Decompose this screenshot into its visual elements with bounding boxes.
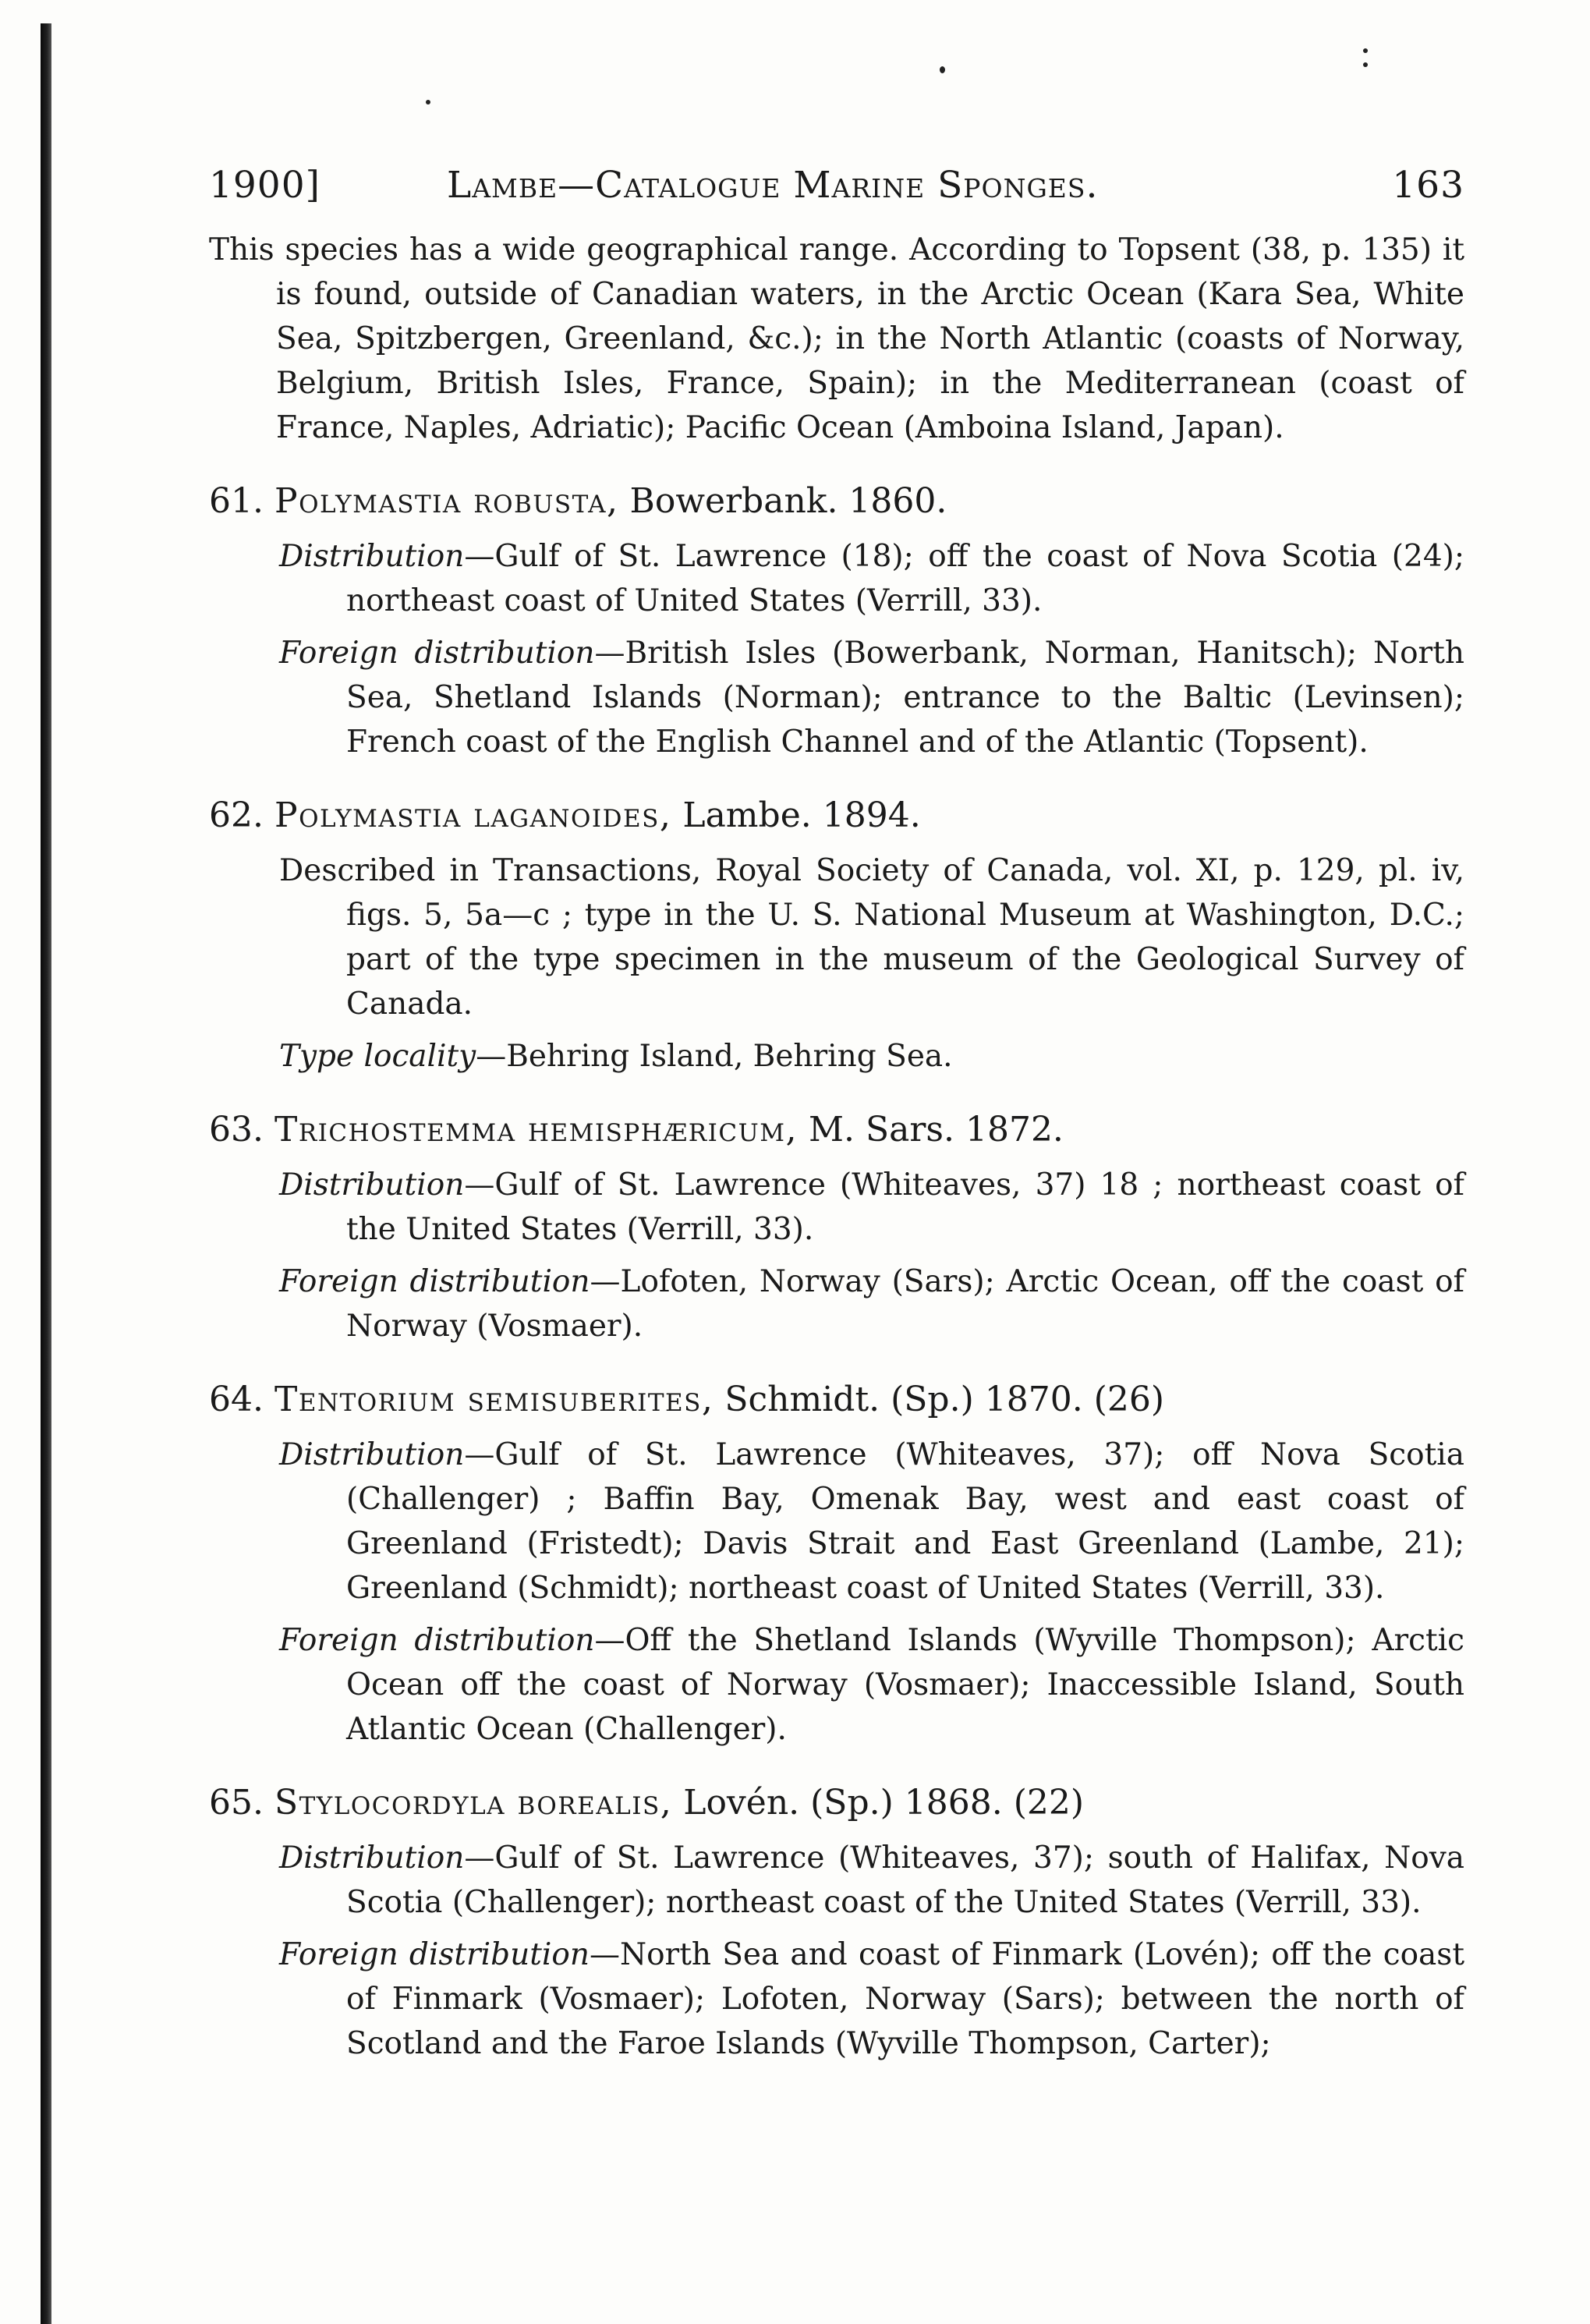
entry-field — [279, 848, 1464, 1026]
field-label: Type locality — [279, 1039, 476, 1074]
lead-paragraph: This species has a wide geographical range. According to Topsent (38, p. 135) it is found, outside of Canadian waters, in the Arctic Ocean (Kara Sea, White Sea, Spitzbergen, Greenland, &c.); in the North Atlantic (coasts of Norway, Belgium, British Isles, France, Spain); in the Mediterranean (coast of France, Naples, Adriatic); Pacific Ocean (Amboina Island, Japan). — [209, 232, 1464, 445]
field-label: Distribution — [279, 1840, 465, 1876]
field-label: Distribution — [279, 1437, 465, 1472]
header-title: Lambe—Catalogue Marine Sponges. — [447, 164, 1099, 207]
species-name: Trichostemma hemisphæricum, — [274, 1110, 798, 1150]
entry-heading — [209, 791, 1464, 841]
entry-heading — [209, 1105, 1464, 1155]
entry-number: 61. — [209, 481, 264, 521]
entry-number: 65. — [209, 1783, 264, 1823]
entry-number: 63. — [209, 1110, 264, 1150]
species-authority: Lambe. 1894. — [682, 795, 921, 835]
species-authority: Schmidt. (Sp.) 1870. (26) — [724, 1380, 1164, 1419]
entry-field — [279, 1034, 1464, 1079]
field-label: Foreign distribution — [279, 1937, 590, 1972]
entry-field — [279, 1259, 1464, 1348]
species-name: Tentorium semisuberites, — [274, 1380, 714, 1419]
running-head — [209, 164, 1464, 218]
entry-field — [279, 1433, 1464, 1610]
species-authority: Lovén. (Sp.) 1868. (22) — [683, 1783, 1085, 1823]
species-entry — [209, 476, 1464, 764]
species-authority: M. Sars. 1872. — [808, 1110, 1064, 1150]
print-speck — [1363, 62, 1368, 67]
page-number: 163 — [1392, 164, 1464, 207]
field-text: —Gulf of St. Lawrence (Whiteaves, 37); south of Halifax, Nova Scotia (Challenger); northeast coast of the United States (Verrill, 33). — [346, 1840, 1464, 1920]
field-label: Foreign distribution — [279, 1264, 590, 1299]
field-text: —Gulf of St. Lawrence (Whiteaves, 37) 18 ; northeast coast of the United States (Verrill, 33). — [346, 1167, 1464, 1247]
entry-heading — [209, 1778, 1464, 1828]
page-binding-edge — [41, 23, 51, 2324]
entry-field — [279, 534, 1464, 623]
entry-number: 62. — [209, 795, 264, 835]
field-label: Foreign distribution — [279, 636, 595, 671]
field-text: —Gulf of St. Lawrence (Whiteaves, 37); off Nova Scotia (Challenger) ; Baffin Bay, Omenak Bay, west and east coast of Greenland (Fristedt); Davis Strait and East Greenland (Lambe, 21); Greenland (Schmidt); northeast coast of United States (Verrill, 33). — [346, 1437, 1464, 1606]
species-entries — [209, 476, 1464, 2066]
entry-heading — [209, 476, 1464, 526]
species-entry — [209, 1105, 1464, 1348]
entry-field — [279, 631, 1464, 764]
field-text: Described in Transactions, Royal Society of Canada, vol. XI, p. 129, pl. iv, figs. 5, 5a—c ; type in the U. S. National Museum at Washington, D.C.; part of the type specimen in the museum of the Geological Survey of Canada. — [279, 853, 1464, 1022]
book-page — [209, 164, 1464, 2066]
entry-field — [279, 1163, 1464, 1252]
print-speck — [426, 100, 430, 105]
field-text: —Behring Island, Behring Sea. — [476, 1039, 953, 1074]
species-entry — [209, 1778, 1464, 2066]
species-name: Polymastia laganoides, — [274, 795, 672, 835]
field-text: —British Isles (Bowerbank, Norman, Hanitsch); North Sea, Shetland Islands (Norman); entrance to the Baltic (Levinsen); French coast of the English Channel and of the Atlantic (Topsent). — [346, 636, 1464, 760]
field-text: —North Sea and coast of Finmark (Lovén); off the coast of Finmark (Vosmaer); Lofoten, Norway (Sars); between the north of Scotland and the Faroe Islands (Wyville Thompson, Carter); — [346, 1937, 1464, 2061]
entry-field — [279, 1618, 1464, 1752]
entry-number: 64. — [209, 1380, 264, 1419]
entry-heading — [209, 1375, 1464, 1425]
species-authority: Bowerbank. 1860. — [629, 481, 947, 521]
species-entry — [209, 791, 1464, 1079]
field-label: Distribution — [279, 1167, 465, 1203]
field-text: —Lofoten, Norway (Sars); Arctic Ocean, off the coast of Norway (Vosmaer). — [346, 1264, 1464, 1344]
field-text: —Gulf of St. Lawrence (18); off the coast of Nova Scotia (24); northeast coast of United States (Verrill, 33). — [346, 539, 1464, 618]
species-name: Polymastia robusta, — [274, 481, 619, 521]
header-year: 1900] — [209, 164, 320, 207]
print-speck — [1363, 48, 1368, 53]
print-speck — [940, 66, 945, 73]
field-label: Distribution — [279, 539, 465, 574]
entry-field — [279, 1836, 1464, 1925]
species-name: Stylocordyla borealis, — [274, 1783, 673, 1823]
field-label: Foreign distribution — [279, 1623, 595, 1658]
field-text: —Off the Shetland Islands (Wyville Thompson); Arctic Ocean off the coast of Norway (Vosmaer); Inaccessible Island, South Atlantic Ocean (Challenger). — [346, 1623, 1464, 1747]
entry-field — [279, 1933, 1464, 2066]
species-entry — [209, 1375, 1464, 1752]
